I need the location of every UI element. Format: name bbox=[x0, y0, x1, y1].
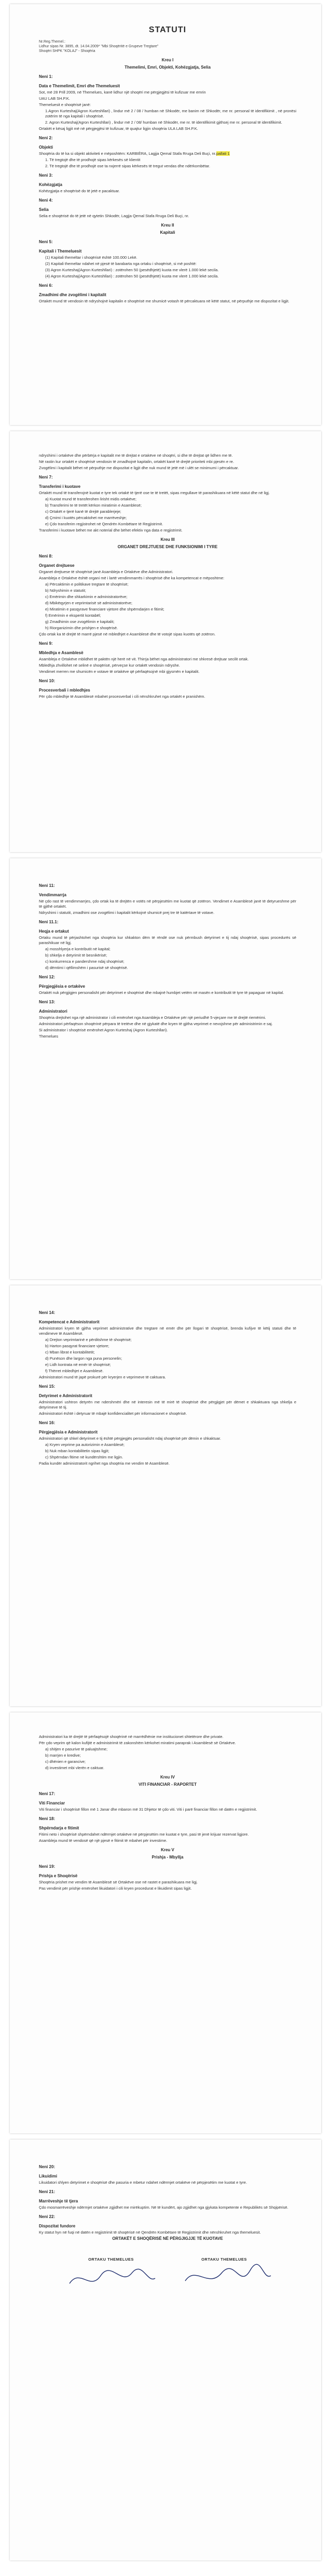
paragraph bbox=[39, 1741, 296, 1746]
article-heading bbox=[39, 1864, 296, 1869]
paragraph-text: Administratori është i detyruar të mbajë konfidencialitet për informacionet e shoqërisë. bbox=[39, 1411, 187, 1416]
paragraph-text: Prishja - Mbyllja bbox=[151, 1855, 184, 1860]
paragraph-text: Procesverbali i mbledhjes bbox=[39, 688, 90, 693]
paragraph-text: Për çdo mbledhje të Asamblesë mbahet procesverbal i cili nënshkruhet nga ortakët e pranishëm. bbox=[39, 694, 205, 699]
article-heading bbox=[39, 283, 296, 288]
document-meta-line: Lidhur sipas Nr. 3895, dt. 14.04.2009* "Mbi Shoqëritë e Grupeve Tregtare" bbox=[39, 45, 159, 48]
paragraph-text: f) Thërret mbledhjet e Asamblesë. bbox=[45, 1369, 104, 1373]
paragraph bbox=[39, 515, 296, 521]
paragraph-text: Neni 14: bbox=[39, 1310, 56, 1315]
highlighted-text: pallati 1 bbox=[216, 151, 230, 156]
paragraph-text: Likuidatori shlyen detyrimet e shoqërisë dhe pasuria e mbetur ndahet ndërmjet ortakëve në përpjesëtim me kuotat e tyre. bbox=[39, 2180, 247, 2185]
paragraph-text: Ortakët mund të vendosin të ndryshojnë kapitalin e shoqërisë me shumicë votash të përcaktuara në këtë statut, në përputhje me dispozitat e ligjit. bbox=[39, 299, 289, 303]
article-heading bbox=[39, 145, 296, 150]
article-heading bbox=[39, 893, 296, 898]
paragraph bbox=[39, 528, 296, 533]
paragraph-text: Për çdo veprim që kalon kufijtë e administrimit të zakonshëm kërkohet miratimi paraprak i Asamblesë së Ortakëve. bbox=[39, 1741, 236, 1745]
paragraph bbox=[39, 1021, 296, 1027]
article-heading bbox=[39, 1430, 296, 1435]
paragraph bbox=[39, 607, 296, 612]
article-heading bbox=[39, 1816, 296, 1822]
paragraph-text: Data e Themelimit, Emri dhe Themeluesit bbox=[39, 84, 120, 88]
paragraph-text: Kompetencat e Administratorit bbox=[39, 1320, 100, 1324]
paragraph bbox=[39, 453, 296, 458]
article-heading bbox=[39, 1874, 296, 1879]
paragraph-text: Ortakët mund të transferojnë kuotat e tyre tek ortakë të tjerë ose te të tretët, sipas rregullave të parashikuara në këtë statut dhe në ligj. bbox=[39, 490, 270, 495]
document-page bbox=[10, 1285, 321, 1706]
paragraph-text: Padia kundër administratorit ngrihet nga shoqëria me vendim të Asamblesë. bbox=[39, 1461, 170, 1466]
paragraph bbox=[39, 120, 296, 125]
paragraph-text: d) Punëson dhe largon nga puna personelin; bbox=[45, 1356, 122, 1361]
signature-label: ORTAKU THEMELUES bbox=[88, 2257, 134, 2262]
chapter-subtitle bbox=[39, 2236, 296, 2241]
paragraph-text: Shoqëria prishet me vendim të Asamblesë së Ortakëve ose në rastet e parashikuara me ligj. bbox=[39, 1880, 198, 1884]
signature-label: ORTAKU THEMELUES bbox=[201, 2257, 247, 2262]
paragraph bbox=[39, 694, 296, 699]
paragraph-text: Mbledhja e Asamblesë bbox=[39, 650, 84, 655]
paragraph bbox=[39, 255, 296, 260]
paragraph-text: Shoqëria drejtohet nga një administrator i cili emërohet nga Asambleja e Ortakëve për një periudhë 5-vjeçare me të drejtë riemërimi. bbox=[39, 1015, 266, 1020]
paragraph-text: c) Mban librat e kontabilitetit; bbox=[45, 1350, 95, 1355]
paragraph-text: Neni 8: bbox=[39, 554, 53, 559]
paragraph bbox=[39, 151, 296, 156]
paragraph-text: Viti financiar i shoqërisë fillon më 1 Janar dhe mbaron më 31 Dhjetor të çdo viti. Viti i parë financiar fillon në datën e regjistrimit. bbox=[39, 1807, 257, 1812]
article-heading bbox=[39, 554, 296, 559]
paragraph-text: Administratori që shkel detyrimet e tij është përgjegjës personalisht ndaj shoqërisë për dëmin e shkaktuar. bbox=[39, 1436, 222, 1441]
paragraph-text: b) Harton pasqyrat financiare vjetore; bbox=[45, 1344, 109, 1348]
paragraph-text: Administratori ushtron detyrën me ndershmëri dhe në interesin më të mirë të shoqërisë dhe përgjigjet për dëmet e shkaktuara nga shkelja e detyrimeve të tij. bbox=[39, 1400, 296, 1410]
paragraph-text: b) Nuk mban kontabilitetin sipas ligjit; bbox=[45, 1449, 109, 1453]
paragraph bbox=[39, 1350, 296, 1355]
paragraph bbox=[39, 1886, 296, 1891]
paragraph-text: Heqja e ortakut bbox=[39, 929, 69, 934]
article-heading bbox=[39, 1320, 296, 1325]
paragraph-text: Zmadhimi dhe zvogëlimi i kapitalit bbox=[39, 293, 106, 297]
article-heading bbox=[39, 1310, 296, 1316]
article-heading bbox=[39, 475, 296, 480]
paragraph-text: Neni 16: bbox=[39, 1420, 56, 1425]
document-page bbox=[10, 1712, 321, 2133]
paragraph-text: Organet drejtuese të shoqërisë janë Asambleja e Ortakëve dhe Administratori. bbox=[39, 569, 173, 574]
paragraph-text: Themelues bbox=[39, 1034, 59, 1039]
article-heading bbox=[39, 2214, 296, 2220]
paragraph-text: 2. Agron Kurteshaj(Agron Kurteshllari) , lindur më 2 / 08/ humban në Shkodër, me nr. të identifikimit gjithsej me nr. personal të identifikimit. bbox=[45, 120, 282, 125]
chapter-subtitle bbox=[39, 230, 296, 235]
paragraph-text: f) Emërimin e ekspertit kontabël; bbox=[45, 613, 101, 618]
paragraph-text: Përgjegjësia e ortakëve bbox=[39, 984, 85, 989]
article-heading bbox=[39, 198, 296, 203]
paragraph-text: Transferimi i kuotave bbox=[39, 484, 81, 489]
paragraph-text: Neni 3: bbox=[39, 173, 53, 178]
article-heading bbox=[39, 1384, 296, 1389]
article-heading bbox=[39, 1009, 296, 1014]
paragraph bbox=[39, 1034, 296, 1039]
paragraph-text: Ortakët nuk përgjigjen personalisht për detyrimet e shoqërisë dhe mbajnë humbjet vetëm në masën e kontributit të tyre të papaguar në kapital. bbox=[39, 990, 284, 995]
paragraph bbox=[39, 1362, 296, 1367]
article-heading bbox=[39, 563, 296, 568]
paragraph-text: b) shkelja e detyrimit të besnikërisë; bbox=[45, 953, 107, 958]
article-heading bbox=[39, 1393, 296, 1399]
paragraph-text: c) Emërimin dhe shkarkimin e administratorëve; bbox=[45, 594, 128, 599]
paragraph-text: a) Drejton veprimtarinë e përditshme të shoqërisë; bbox=[45, 1337, 132, 1342]
paragraph-text: b) Ndryshimin e statutit; bbox=[45, 588, 86, 593]
paragraph-text: Themelimi, Emri, Objekti, Kohëzgjatja, Selia bbox=[125, 65, 211, 70]
paragraph-text: Vendimet merren me shumicën e votave të ortakëve që përfaqësojnë mbi gjysmën e kapitalit. bbox=[39, 669, 200, 674]
paragraph-text: c) Shpërndan fitime në kundërshtim me ligjin. bbox=[45, 1455, 123, 1459]
paragraph-text: a) Kryen veprime pa autorizimin e Asamblesë; bbox=[45, 1442, 125, 1447]
paragraph bbox=[39, 965, 296, 971]
paragraph-text: Kreu III bbox=[160, 537, 175, 542]
article-heading bbox=[39, 688, 296, 693]
paragraph-text: Themeluesit e shoqërisë janë: bbox=[39, 102, 91, 107]
paragraph-text: d) investimet mbi vlerën e caktuar. bbox=[45, 1765, 104, 1770]
paragraph-text: d) dëmtimi i qëllimshëm i pasurisë së shoqërisë. bbox=[45, 965, 128, 970]
article-heading bbox=[39, 975, 296, 980]
paragraph-text: Ortaku mund të përjashtohet nga shoqëria kur shkakton dëm të rëndë ose nuk përmbush detyrimet e tij ndaj shoqërisë, sipas procedurës së parashikuar në ligj. bbox=[39, 935, 296, 945]
paragraph-text: a) mosshlyerja e kontributit në kapital; bbox=[45, 947, 111, 951]
paragraph bbox=[39, 497, 296, 502]
paragraph bbox=[39, 1838, 296, 1843]
document-page bbox=[10, 2140, 321, 2560]
paragraph bbox=[39, 1734, 296, 1740]
paragraph-text: (4) Agron Kurteshaj(Agron Kurteshllari) : zotërohen 50 (pesëdhjetë) kuota me vlerë 1.000 lekë secila. bbox=[45, 274, 219, 278]
paragraph bbox=[39, 669, 296, 674]
paragraph bbox=[39, 1375, 296, 1380]
article-heading bbox=[39, 2224, 296, 2229]
article-heading bbox=[39, 293, 296, 298]
paragraph bbox=[39, 601, 296, 606]
paragraph bbox=[39, 899, 296, 909]
paragraph-text: Viti Financiar bbox=[39, 1801, 65, 1805]
paragraph-text: Detyrimet e Administratorit bbox=[39, 1393, 92, 1398]
paragraph-text: Neni 9: bbox=[39, 641, 53, 646]
paragraph bbox=[39, 268, 296, 273]
article-heading bbox=[39, 2165, 296, 2170]
paragraph bbox=[39, 935, 296, 946]
paragraph-text: Marrëveshje të tjera bbox=[39, 2199, 78, 2203]
article-heading bbox=[39, 920, 296, 925]
paragraph-text: d) Çmimi i kuotës përcaktohet me marrëveshje; bbox=[45, 515, 127, 520]
paragraph-text: Përgjegjësia e Administratorit bbox=[39, 1430, 98, 1435]
paragraph bbox=[39, 910, 296, 915]
paragraph bbox=[39, 1015, 296, 1020]
paragraph-text: Asambleja mund të vendosë që një pjesë e fitimit të mbahet për investime. bbox=[39, 1838, 168, 1843]
paragraph bbox=[39, 490, 296, 496]
paragraph-text: b) marrjen e kredive; bbox=[45, 1753, 81, 1758]
signature-area bbox=[39, 2257, 296, 2295]
paragraph-text: Neni 4: bbox=[39, 198, 53, 203]
paragraph bbox=[39, 102, 296, 108]
paragraph-text: Objekti bbox=[39, 145, 53, 150]
paragraph-text: Fitimi neto i shoqërisë shpërndahet ndërmjet ortakëve në përpjesëtim me kuotat e tyre, pasi të jenë krijuar rezervat ligjore. bbox=[39, 1832, 249, 1837]
paragraph-text: e) Miratimin e pasqyrave financiare vjetore dhe shpërndarjen e fitimit; bbox=[45, 607, 164, 612]
article-heading bbox=[39, 2189, 296, 2195]
signature-block bbox=[168, 2257, 281, 2295]
paragraph-text: Neni 2: bbox=[39, 136, 53, 140]
article-heading bbox=[39, 2199, 296, 2204]
paragraph-text: Neni 21: bbox=[39, 2189, 56, 2194]
article-heading bbox=[39, 84, 296, 89]
paragraph-text: g) Zmadhimin ose zvogëlimin e kapitalit; bbox=[45, 619, 115, 624]
paragraph bbox=[39, 1442, 296, 1448]
paragraph-text: Kapitali i Themeluesit bbox=[39, 249, 82, 254]
paragraph bbox=[39, 1326, 296, 1336]
paragraph-text: a) Kuotat mund të transferohen lirisht midis ortakëve; bbox=[45, 497, 136, 501]
chapter-heading bbox=[39, 58, 296, 63]
paragraph-text: (3) Agron Kurteshaj(Agron Kurteshllari) : zotërohen 50 (pesëdhjetë) kuota me vlerë 1.000 lekë secila. bbox=[45, 268, 219, 272]
paragraph-text: Në çdo rast të vendimmarrjes, çdo ortak ka të drejtën e votës në përpjesëtim me kuotat që zotëron. Vendimet e Asamblesë janë të detyrueshme për të gjithë ortakët. bbox=[39, 899, 296, 909]
paragraph-text: ORTAKËT E SHOQËRISË NË PËRGJIGJJE TË KUOTAVE bbox=[112, 2236, 223, 2241]
paragraph-text: Ortakët e kësaj ligjit më në përgjegjësi të kufizuar, të quajtur ligjin shoqëria ULA LAB SH.P.K. bbox=[39, 126, 198, 131]
chapter-heading bbox=[39, 1775, 296, 1780]
paragraph-text: Administratori përfaqëson shoqërinë përpara të tretëve dhe në gjykatë dhe kryen të gjitha veprimet e nevojshme për administrimin e saj. bbox=[39, 1021, 273, 1026]
paragraph bbox=[39, 299, 296, 304]
paragraph-text: Neni 12: bbox=[39, 975, 56, 979]
paragraph-text: Zvogëlimi i kapitalit bëhet në përputhje me dispozitat e ligjit dhe nuk mund të jetë më i ulët se minimumi i përcaktuar. bbox=[39, 466, 239, 470]
paragraph-text: Administratori bbox=[39, 1009, 67, 1014]
paragraph-text: Sot, më 28 Prill 2009, në Themelues, kanë lidhur një shoqëri me përgjegjësi të kufizuar me emrin bbox=[39, 90, 206, 95]
article-heading bbox=[39, 484, 296, 489]
paragraph-text: Neni 20: bbox=[39, 2165, 56, 2169]
paragraph bbox=[39, 588, 296, 593]
chapter-heading bbox=[39, 1848, 296, 1853]
paragraph-text: Neni 22: bbox=[39, 2214, 56, 2219]
paragraph-text: (2) Kapitali themeltar ndahet në pjesë të barabarta nga ortaku i shoqërisë, si më poshtë: bbox=[45, 261, 197, 266]
paragraph bbox=[39, 1807, 296, 1812]
paragraph bbox=[39, 1436, 296, 1441]
paragraph-text: 2. Të tregtojë dhe të prodhojë ose ta nxjerrë sipas kërkesës të tregut vendas dhe ndërkombëtar. bbox=[45, 164, 210, 168]
paragraph-text: Kreu II bbox=[161, 223, 174, 228]
paragraph bbox=[39, 1411, 296, 1416]
paragraph-text: 1.Agron Kurteshaj(Agron Kurteshllari) , lindur më 2 / 08 / humban në Shkodër, me banim në Shkodër, me nr. personal të identifikimit , në pronësi zotërim të nga kapitali i shoqërisë. bbox=[45, 109, 296, 118]
paragraph bbox=[39, 632, 296, 637]
paragraph-text: Kohëzgjatja e shoqërisë do të jetë e pacaktuar. bbox=[39, 189, 120, 193]
paragraph-text: (1) Kapitali themeltar i shoqërisë është 100.000 Lekë. bbox=[45, 255, 137, 260]
paragraph-text: Neni 11: bbox=[39, 883, 55, 888]
paragraph-text: Shoqëria do të ka si objekt aktiviteti e mëposhtëm: KARBIÈRA, Lagjja Qemal Stafa Rruga Deli Buçi, nr. bbox=[39, 151, 216, 156]
paragraph bbox=[39, 164, 296, 169]
paragraph-text: Në rastin kur ortakët e shoqërisë vendosin të zmadhojnë kapitalin, ortakët kanë të drejtë prioriteti mbi pjesën e re. bbox=[39, 459, 235, 464]
article-heading bbox=[39, 883, 296, 888]
paragraph-text: Administratori ka të drejtë të përfaqësojë shoqërinë në marrëdhënie me institucionet shtetërore dhe private. bbox=[39, 1734, 224, 1739]
paragraph bbox=[39, 947, 296, 952]
paragraph-text: Shpërndarja e fitimit bbox=[39, 1826, 79, 1830]
paragraph bbox=[39, 522, 296, 527]
paragraph-text: Kreu V bbox=[161, 1848, 174, 1852]
paragraph-text: Neni 5: bbox=[39, 240, 53, 244]
paragraph bbox=[39, 1356, 296, 1361]
article-heading bbox=[39, 240, 296, 245]
article-heading bbox=[39, 1791, 296, 1797]
handwritten-signature bbox=[172, 2263, 276, 2294]
paragraph bbox=[39, 2180, 296, 2185]
paragraph-text: Vendimmarrja bbox=[39, 893, 66, 897]
paragraph bbox=[39, 569, 296, 575]
paragraph-text: Kreu I bbox=[161, 58, 174, 62]
paragraph bbox=[39, 1765, 296, 1771]
document-meta-line: Shoqëri SHPK "KOLAJ" - Shoqëria bbox=[39, 49, 95, 53]
chapter-subtitle bbox=[39, 1782, 296, 1787]
paragraph bbox=[39, 663, 296, 668]
paragraph-text: Selia e shoqërisë do të jetë në qytetin Shkodër, Lagjja Qemal Stafa Rruga Deli Buçi, nr. bbox=[39, 214, 189, 218]
paragraph-text: Kreu IV bbox=[160, 1775, 175, 1780]
article-heading bbox=[39, 182, 296, 188]
paragraph-text: Neni 18: bbox=[39, 1816, 56, 1821]
paragraph bbox=[39, 261, 296, 267]
paragraph-text: Si administrator i shoqërisë emërohet Agron Kurteshaj (Agron Kurteshllari). bbox=[39, 1028, 168, 1032]
paragraph bbox=[39, 657, 296, 662]
handwritten-signature bbox=[59, 2263, 163, 2294]
paragraph bbox=[39, 109, 296, 119]
paragraph bbox=[39, 2205, 296, 2210]
paragraph-text: ORGANET DREJTUESE DHE FUNKSIONIMI I TYRE bbox=[117, 545, 218, 549]
paragraph-text: Asambleja e Ortakëve është organi më i lartë vendimmarrës i shoqërisë dhe ka kompetencat e mëposhtme: bbox=[39, 576, 225, 580]
paragraph bbox=[39, 2230, 296, 2235]
article-heading bbox=[39, 249, 296, 254]
article-heading bbox=[39, 136, 296, 141]
paragraph-text: Neni 11.1: bbox=[39, 920, 59, 924]
paragraph-text: a) Përcaktimin e politikave tregtare të shoqërisë; bbox=[45, 582, 129, 587]
paragraph-text: Administratori mund të japë prokurë për kryerjen e veprimeve të caktuara. bbox=[39, 1375, 166, 1379]
paragraph-text: Neni 7: bbox=[39, 475, 53, 480]
article-heading bbox=[39, 1801, 296, 1806]
document-page bbox=[10, 431, 321, 852]
paragraph-text: Çdo ortak ka të drejtë të marrë pjesë në mbledhjet e Asamblesë dhe të votojë sipas kuotës që zotëron. bbox=[39, 632, 216, 636]
document-page bbox=[10, 4, 321, 425]
paragraph bbox=[39, 459, 296, 464]
document-title: STATUTI bbox=[148, 25, 187, 34]
article-heading bbox=[39, 1826, 296, 1831]
paragraph bbox=[39, 214, 296, 219]
paragraph-text: Selia bbox=[39, 207, 49, 212]
paragraph-text: Likuidimi bbox=[39, 2174, 58, 2179]
paragraph-text: Ky statut hyn në fuqi në datën e regjistrimit të shoqërisë në Qendrën Kombëtare të Regjistrimit dhe nënshkruhet nga themeluesit. bbox=[39, 2230, 261, 2235]
signature-block bbox=[54, 2257, 168, 2295]
chapter-subtitle bbox=[39, 545, 296, 550]
paragraph-text: 1. Të tregtojë dhe të prodhojë sipas kërkesës së klientit bbox=[45, 157, 141, 162]
paragraph bbox=[39, 1880, 296, 1885]
paragraph-text: Neni 10: bbox=[39, 679, 56, 683]
paragraph-text: ndryshimi i ortakëve dhe përbërja e kapitalit me të drejtat e ortakëve në shoqëri, si dhe të drejtat që lidhen me të. bbox=[39, 453, 233, 458]
article-heading bbox=[39, 641, 296, 646]
paragraph bbox=[39, 1344, 296, 1349]
paragraph-text: UAU LAB SH.P.K. bbox=[39, 96, 70, 101]
paragraph bbox=[39, 953, 296, 958]
paragraph bbox=[39, 1400, 296, 1410]
paragraph bbox=[39, 619, 296, 625]
paragraph bbox=[39, 1455, 296, 1460]
chapter-subtitle bbox=[39, 65, 296, 70]
paragraph bbox=[39, 466, 296, 471]
paragraph-text: Kapitali bbox=[160, 230, 175, 235]
paragraph-text: Administratori kryen të gjitha veprimet administrative dhe tregtare në emër dhe për llogari të shoqërisë, brenda kufijve të këtij statuti dhe të vendimeve të Asamblesë. bbox=[39, 1326, 296, 1336]
chapter-heading bbox=[39, 537, 296, 542]
document-page bbox=[10, 858, 321, 1279]
article-heading bbox=[39, 929, 296, 934]
paragraph-text: e) Çdo transferim regjistrohet në Qendrën Kombëtare të Regjistrimit. bbox=[45, 522, 163, 526]
paragraph-text: Transferimi i kuotave bëhet me akt noterial dhe bëhet efektiv nga data e regjistrimit. bbox=[39, 528, 183, 533]
paragraph-text: Neni 13: bbox=[39, 1000, 56, 1004]
paragraph bbox=[39, 1461, 296, 1466]
paragraph-text: e) Lidh kontrata në emër të shoqërisë; bbox=[45, 1362, 111, 1367]
paragraph bbox=[39, 613, 296, 618]
paragraph bbox=[39, 626, 296, 631]
paragraph bbox=[39, 959, 296, 964]
paragraph-text: Çdo mosmarrëveshje ndërmjet ortakëve zgjidhet me mirëkuptim. Në të kundërt, ajo zgjidhet nga gjykata kompetente e Republikës së Shqipërisë. bbox=[39, 2205, 288, 2210]
statute-document bbox=[0, 4, 331, 2560]
paragraph bbox=[39, 582, 296, 587]
paragraph-text: Neni 6: bbox=[39, 283, 53, 288]
document-meta-line: Nr.Reg.Themel.: bbox=[39, 40, 65, 44]
paragraph-text: Prishja e Shoqërisë bbox=[39, 1874, 78, 1878]
article-heading bbox=[39, 650, 296, 656]
chapter-subtitle bbox=[39, 1855, 296, 1860]
paragraph-text: d) Mbikëqyrjen e veprimtarisë së administratorëve; bbox=[45, 601, 132, 605]
paragraph-text: b) Transferimi te të tretët kërkon miratimin e Asamblesë; bbox=[45, 503, 142, 508]
paragraph bbox=[39, 189, 296, 194]
paragraph bbox=[39, 503, 296, 508]
chapter-heading bbox=[39, 223, 296, 228]
paragraph bbox=[39, 1337, 296, 1343]
paragraph-text: Neni 1: bbox=[39, 74, 53, 79]
article-heading bbox=[39, 2174, 296, 2179]
article-heading bbox=[39, 1420, 296, 1426]
paragraph bbox=[39, 1832, 296, 1837]
paragraph-text: Neni 19: bbox=[39, 1864, 56, 1869]
paragraph-text: Dispozitat fundore bbox=[39, 2224, 76, 2228]
paragraph-text: Neni 15: bbox=[39, 1384, 56, 1389]
paragraph-text: Kohëzgjatja bbox=[39, 182, 62, 187]
paragraph bbox=[39, 1747, 296, 1752]
article-heading bbox=[39, 74, 296, 79]
paragraph bbox=[39, 1759, 296, 1764]
paragraph bbox=[39, 509, 296, 514]
paragraph bbox=[39, 1369, 296, 1374]
paragraph bbox=[39, 1028, 296, 1033]
paragraph-text: Organet drejtuese bbox=[39, 563, 75, 568]
paragraph bbox=[39, 126, 296, 131]
paragraph bbox=[39, 90, 296, 95]
article-heading bbox=[39, 679, 296, 684]
paragraph-text: VITI FINANCIAR - RAPORTET bbox=[139, 1782, 197, 1787]
paragraph-text: c) konkurrenca e pandershme ndaj shoqërisë; bbox=[45, 959, 125, 964]
paragraph-text: Neni 17: bbox=[39, 1791, 56, 1796]
paragraph bbox=[39, 96, 296, 101]
paragraph bbox=[39, 1449, 296, 1454]
paragraph-text: Mbledhja zhvillohet në selinë e shoqërisë, përveçse kur ortakët vendosin ndryshe. bbox=[39, 663, 180, 668]
paragraph bbox=[39, 157, 296, 163]
paragraph-text: Pas vendimit për prishje emërohet likuidatori i cili kryen procedurat e likuidimit sipas ligjit. bbox=[39, 1886, 192, 1891]
article-heading bbox=[39, 173, 296, 178]
paragraph-text: c) dhënien e garancive; bbox=[45, 1759, 86, 1764]
paragraph-text: Asambleja e Ortakëve mblidhet të paktën një herë në vit. Thirrja bëhet nga administratori me shkresë drejtuar secilit ortak. bbox=[39, 657, 249, 661]
paragraph bbox=[39, 990, 296, 995]
paragraph-text: Ndryshimi i statutit, zmadhimi ose zvogëlimi i kapitalit kërkojnë shumicë prej tre të katërtave të votave. bbox=[39, 910, 215, 915]
paragraph-text: a) shitjen e pasurive të paluajtshme; bbox=[45, 1747, 108, 1751]
paragraph bbox=[39, 1753, 296, 1758]
paragraph-text: h) Riorganizimin dhe prishjen e shoqërisë. bbox=[45, 626, 118, 630]
article-heading bbox=[39, 1000, 296, 1005]
paragraph bbox=[39, 576, 296, 581]
article-heading bbox=[39, 984, 296, 989]
article-heading bbox=[39, 207, 296, 213]
paragraph bbox=[39, 594, 296, 600]
paragraph bbox=[39, 274, 296, 279]
paragraph-text: c) Ortakët e tjerë kanë të drejtë parablerjeje; bbox=[45, 509, 121, 514]
